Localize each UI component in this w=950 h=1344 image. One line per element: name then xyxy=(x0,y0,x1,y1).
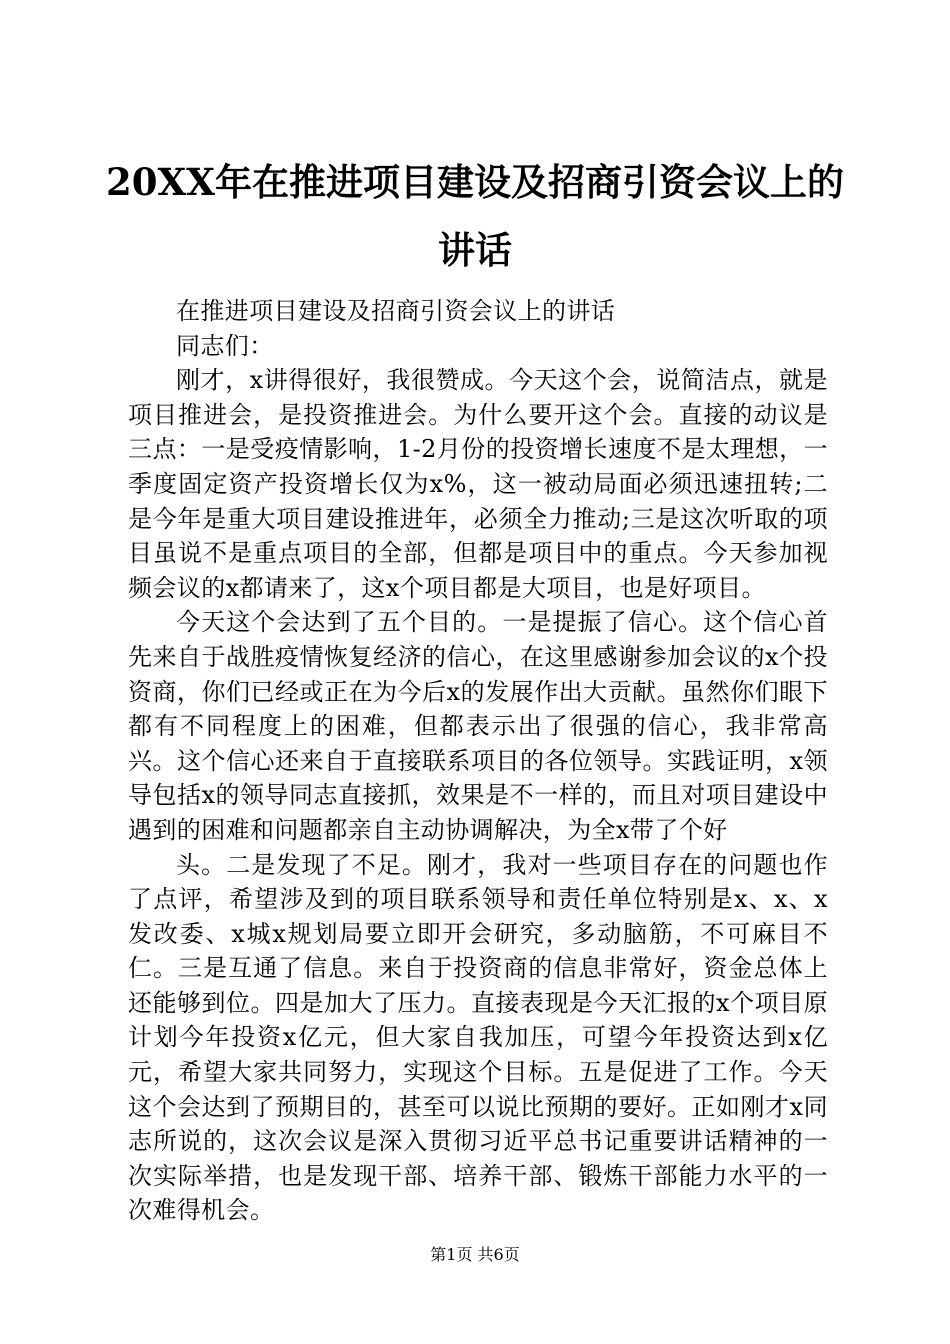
subtitle-line: 在推进项目建设及招商引资会议上的讲话 xyxy=(176,297,616,325)
document-title: 20XX年在推进项目建设及招商引资会议上的讲话 xyxy=(106,160,844,272)
page-number-footer: 第1页 共6页 xyxy=(430,1245,520,1264)
paragraph-2: 今天这个会达到了五个目的。一是提振了信心。这个信心首先来自于战胜疫情恢复经济的信心，在这里感谢参加会议的x个投资商，你们已经或正在为今后x的发展作出大贡献。虽然你们眼下都有不同程度上的困难，但都表示出了很强的信心，我非常高兴。这个信心还来自于直接联系项目的各位领导。实践证明，x领导包括x的领导同志直接抓，效果是不一样的，而且对项目建设中遇到的困难和问题都亲自主动协调解决，为全x带了个好 xyxy=(128,608,828,844)
document-body xyxy=(128,294,828,1228)
paragraph-3: 头。二是发现了不足。刚才，我对一些项目存在的问题也作了点评，希望涉及到的项目联系领导和责任单位特别是x、x、x发改委、x城x规划局要立即开会研究，多动脑筋，不可麻目不仁。三是互通了信息。来自于投资商的信息非常好，资金总体上还能够到位。四是加大了压力。直接表现是今天汇报的x个项目原计划今年投资x亿元，但大家自我加压，可望今年投资达到x亿元，希望大家共同努力，实现这个目标。五是促进了工作。今天这个会达到了预期目的，甚至可以说比预期的要好。正如刚才x同志所说的，这次会议是深入贯彻习近平总书记重要讲话精神的一次实际举措，也是发现干部、培养干部、锻炼干部能力水平的一次难得机会。 xyxy=(128,850,828,1225)
paragraph-1: 刚才，x讲得很好，我很赞成。今天这个会，说简洁点，就是项目推进会，是投资推进会。为什么要开这个会。直接的动议是三点：一是受疫情影响，1-2月份的投资增长速度不是太理想，一季度固定资产投资增长仅为x%，这一被动局面必须迅速扭转;二是今年是重大项目建设推进年，必须全力推动;三是这次听取的项目虽说不是重点项目的全部，但都是项目中的重点。今天参加视频会议的x都请来了，这x个项目都是大项目，也是好项目。 xyxy=(128,366,828,602)
salutation-line: 同志们： xyxy=(176,331,274,360)
